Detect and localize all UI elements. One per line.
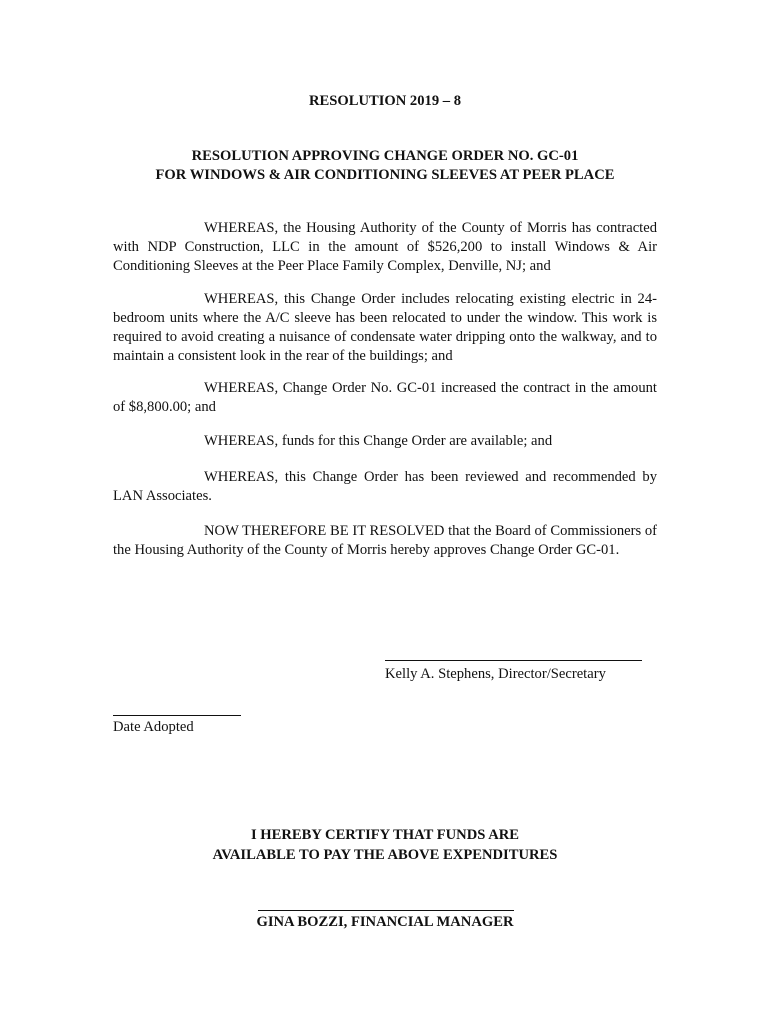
date-adopted-line bbox=[113, 715, 241, 716]
resolved-paragraph: NOW THEREFORE BE IT RESOLVED that the Board of Commissioners of the Housing Authority of the County of Morris hereby approves Change Order GC-01. bbox=[113, 523, 657, 558]
certification-statement bbox=[0, 825, 770, 865]
director-signature-label: Kelly A. Stephens, Director/Secretary bbox=[385, 666, 606, 682]
certification-line-2: AVAILABLE TO PAY THE ABOVE EXPENDITURES bbox=[212, 847, 558, 863]
subtitle-line-1: RESOLUTION APPROVING CHANGE ORDER NO. GC-01 bbox=[191, 148, 579, 164]
certification-line-1: I HEREBY CERTIFY THAT FUNDS ARE bbox=[250, 827, 520, 843]
whereas-paragraph-contract: WHEREAS, the Housing Authority of the County of Morris has contracted with NDP Construction, LLC in the amount of $526,200 to install Windows & Air Conditioning Sleeves at the Peer Place Family Complex, Denville, NJ; and bbox=[113, 220, 657, 274]
director-signature-line bbox=[385, 660, 642, 661]
whereas-paragraph-funds: WHEREAS, funds for this Change Order are available; and bbox=[204, 433, 553, 449]
document-subtitle bbox=[0, 147, 770, 185]
document-title: RESOLUTION 2019 – 8 bbox=[308, 93, 462, 109]
whereas-paragraph-scope: WHEREAS, this Change Order includes relocating existing electric in 24-bedroom units where the A/C sleeve has been relocated to under the window. This work is required to avoid creating a nuisance of condensate water dripping onto the walkway, and to maintain a consistent look in the rear of the buildings; and bbox=[113, 291, 657, 364]
subtitle-line-2: FOR WINDOWS & AIR CONDITIONING SLEEVES AT PEER PLACE bbox=[155, 167, 615, 183]
financial-manager-signature-line bbox=[258, 910, 514, 911]
financial-manager-label: GINA BOZZI, FINANCIAL MANAGER bbox=[256, 914, 514, 930]
whereas-paragraph-review: WHEREAS, this Change Order has been reviewed and recommended by LAN Associates. bbox=[113, 469, 657, 504]
date-adopted-label: Date Adopted bbox=[113, 719, 194, 735]
whereas-paragraph-amount: WHEREAS, Change Order No. GC-01 increased the contract in the amount of $8,800.00; and bbox=[113, 380, 657, 415]
